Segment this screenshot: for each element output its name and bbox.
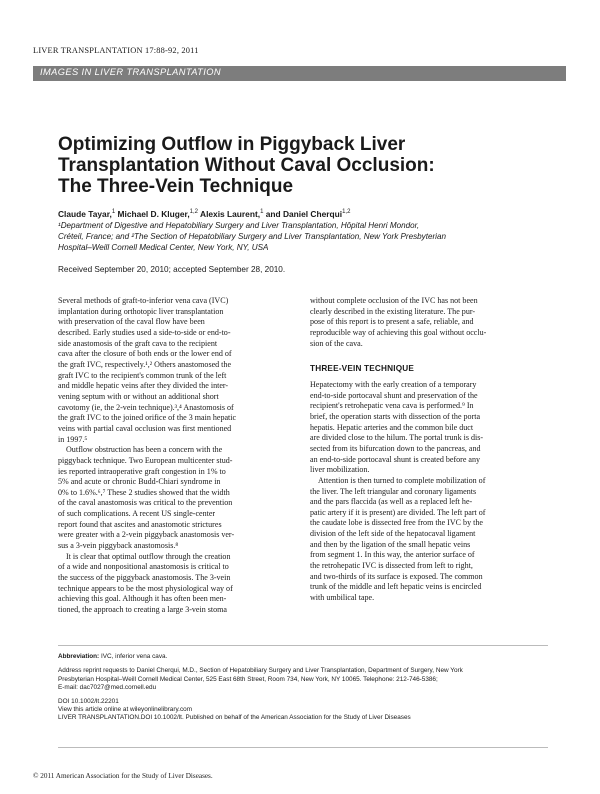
text-line: sus a 3-vein piggyback anastomosis.⁸ bbox=[58, 541, 179, 551]
text-line: clearly described in the existing literature. The pur- bbox=[310, 306, 476, 316]
text-line: 5% and acute or chronic Budd-Chiari syndrome in bbox=[58, 477, 221, 487]
text-line: division of the left side of the hepatocaval ligament bbox=[310, 529, 476, 539]
author-list bbox=[58, 209, 350, 219]
paragraph bbox=[310, 476, 550, 604]
text-line: sion of the cava. bbox=[310, 338, 363, 348]
text-line: liver mobilization. bbox=[310, 465, 370, 475]
text-line: technique appears to be the most physiological way of bbox=[58, 583, 233, 593]
text-line: Several methods of graft-to-inferior vena cava (IVC) bbox=[58, 296, 229, 305]
abbreviation-label: Abbreviation: bbox=[58, 653, 100, 660]
text-line: Hepatectomy with the early creation of a temporary bbox=[310, 379, 477, 389]
text-line: described. Early studies used a side-to-side or end-to- bbox=[58, 327, 231, 337]
text-line: patic artery if it is present) are divided. The left part of bbox=[310, 507, 486, 517]
text-line: It is clear that optimal outflow through the creation bbox=[66, 551, 231, 561]
paragraph bbox=[58, 445, 298, 552]
text-line: and the pars flaccida (as well as a replaced left he- bbox=[310, 497, 473, 507]
text-line: the caudate lobe is dissected free from the IVC by the bbox=[310, 518, 483, 528]
text-line: an end-to-side portocaval shunt is created before any bbox=[310, 454, 481, 464]
text-line: recipient's retrohepatic vena cava is performed.⁹ In bbox=[310, 401, 474, 411]
affiliation-line: ¹Department of Digestive and Hepatobiliary Surgery and Liver Transplantation, Hôpital Henri Mondor, bbox=[58, 221, 420, 230]
banner-label: IMAGES IN LIVER TRANSPLANTATION bbox=[40, 67, 221, 77]
text-line: the success of the piggyback anastomosis. The 3-vein bbox=[58, 573, 231, 583]
paragraph bbox=[58, 552, 298, 616]
text-line: vening septum with or without an additional short bbox=[58, 391, 219, 401]
reprint-address-line: Address reprint requests to Daniel Cherqui, M.D., Section of Hepatobiliary Surgery and Liver Transplantation, Department of Surgery, New York bbox=[58, 667, 463, 675]
author-affiliation-mark: 1 bbox=[260, 209, 264, 216]
author-name: Claude Tayar, bbox=[58, 209, 112, 219]
text-line: piggyback technique. Two European multicenter stud- bbox=[58, 455, 233, 465]
text-line: reproducible way of achieving this goal without occlu- bbox=[310, 327, 487, 337]
text-line: without complete occlusion of the IVC has not been bbox=[310, 296, 478, 305]
text-line: implantation during orthotopic liver transplantation bbox=[58, 306, 224, 316]
text-line: achieving this goal. Although it has often been men- bbox=[58, 594, 227, 604]
text-line: were greater with a 2-vein piggyback anastomosis ver- bbox=[58, 530, 235, 540]
body-column-right bbox=[310, 296, 550, 604]
online-link-line[interactable]: View this article online at wileyonlinelibrary.com bbox=[58, 706, 193, 714]
author-affiliation-mark: 1,2 bbox=[342, 209, 351, 216]
text-line: cava after the closure of both ends or the lower end of bbox=[58, 349, 232, 359]
affiliation-line: Hospital–Weill Cornell Medical Center, New York, NY, USA bbox=[58, 243, 269, 253]
text-line: sected from its bifurcation down to the pancreas, and bbox=[310, 443, 481, 453]
text-line: of a wide and nonpositional anastomosis is critical to bbox=[58, 562, 229, 572]
text-line: and two-thirds of its surface is exposed. The common bbox=[310, 571, 483, 581]
publisher-line: LIVER TRANSPLANTATION.DOI 10.1002/lt. Published on behalf of the American Association for the Study of Liver Diseases bbox=[58, 714, 411, 722]
text-line: ies reported intraoperative graft congestion in 1% to bbox=[58, 466, 226, 476]
text-line: graft IVC to the recipient's common trunk of the left bbox=[58, 370, 227, 380]
received-dates: Received September 20, 2010; accepted September 28, 2010. bbox=[58, 265, 286, 274]
abbreviation-note bbox=[58, 653, 548, 661]
section-banner bbox=[33, 66, 566, 81]
text-line: and middle hepatic veins after they divided the inter- bbox=[58, 381, 229, 391]
text-line: the liver. The left triangular and coronary ligaments bbox=[310, 486, 477, 496]
text-line: are divided close to the hilum. The portal trunk is dis- bbox=[310, 433, 484, 443]
author-name: Michael D. Kluger, bbox=[117, 209, 190, 219]
paragraph bbox=[310, 296, 550, 349]
author-name: and Daniel Cherqui bbox=[265, 209, 343, 219]
text-line: report found that ascites and anastomotic strictures bbox=[58, 519, 222, 529]
abbreviation-text: IVC, inferior vena cava. bbox=[100, 653, 168, 660]
text-line: from segment 1. In this way, the anterior surface of bbox=[310, 550, 475, 560]
author-name: Alexis Laurent, bbox=[200, 209, 261, 219]
text-line: pose of this report is to present a safe, reliable, and bbox=[310, 317, 474, 327]
author-affiliation-mark: 1,2 bbox=[189, 209, 198, 216]
paragraph bbox=[310, 380, 550, 476]
article-title bbox=[58, 134, 548, 197]
text-line: side anastomosis of the graft cava to the recipient bbox=[58, 338, 218, 348]
reprint-email-line: E-mail: dac7027@med.cornell.edu bbox=[58, 684, 157, 692]
text-line: trunk of the middle and left hepatic veins is encircled bbox=[310, 582, 482, 592]
text-line: of such complications. A recent US single-center bbox=[58, 509, 216, 519]
text-line: Attention is then turned to complete mobilization of bbox=[318, 475, 486, 485]
text-line: the graft IVC, respectively.¹,² Others anastomosed the bbox=[58, 359, 232, 369]
doi-line: DOI 10.1002/lt.22201 bbox=[58, 697, 119, 705]
text-line: of the caval anastomosis was critical to the prevention bbox=[58, 498, 233, 508]
reprint-address-line: Presbyterian Hospital–Weill Cornell Medical Center, 525 East 68th Street, Room 734, New York, NY 10065. Telephone: 212-746-5386; bbox=[58, 675, 438, 683]
affiliation-line: Créteil, France; and ²The Section of Hepatobiliary Surgery and Liver Transplantation, New York Presbyterian bbox=[58, 232, 446, 242]
title-line: The Three-Vein Technique bbox=[58, 176, 294, 197]
title-line: Optimizing Outflow in Piggyback Liver bbox=[58, 134, 406, 155]
affiliations bbox=[58, 220, 558, 253]
text-line: in 1997.⁵ bbox=[58, 434, 88, 444]
journal-header: LIVER TRANSPLANTATION 17:88-92, 2011 bbox=[33, 46, 199, 55]
text-line: and then by the ligation of the small hepatic veins bbox=[310, 539, 471, 549]
text-line: veins with partial caval occlusion was first mentioned bbox=[58, 423, 232, 433]
text-line: cavotomy (ie, the 2-vein technique).³,⁴ Anastomosis of bbox=[58, 402, 234, 412]
paragraph bbox=[58, 296, 298, 445]
text-line: the retrohepatic IVC is dissected from left to right, bbox=[310, 561, 473, 571]
text-line: the graft IVC to the joined orifice of the 3 main hepatic bbox=[58, 413, 237, 423]
text-line: tioned, the approach to creating a large 3-vein stoma bbox=[58, 605, 227, 615]
text-line: hepatis. Hepatic arteries and the common bile duct bbox=[310, 422, 474, 432]
footnote-box bbox=[58, 645, 548, 748]
title-line: Transplantation Without Caval Occlusion: bbox=[58, 155, 435, 176]
text-line: brief, the operation starts with dissection of the porta bbox=[310, 411, 481, 421]
text-line: end-to-side portocaval shunt and preservation of the bbox=[310, 390, 478, 400]
text-line: Outflow obstruction has been a concern with the bbox=[66, 445, 223, 455]
section-heading: THREE-VEIN TECHNIQUE bbox=[310, 364, 415, 374]
text-line: with preservation of the caval flow have been bbox=[58, 317, 205, 327]
text-line: with umbilical tape. bbox=[310, 593, 375, 603]
author-affiliation-mark: 1 bbox=[111, 209, 116, 216]
body-column-left bbox=[58, 296, 298, 616]
text-line: 0% to 1.6%.⁶,⁷ These 2 studies showed that the width bbox=[58, 487, 230, 497]
copyright-notice: © 2011 American Association for the Study of Liver Diseases. bbox=[33, 772, 213, 780]
